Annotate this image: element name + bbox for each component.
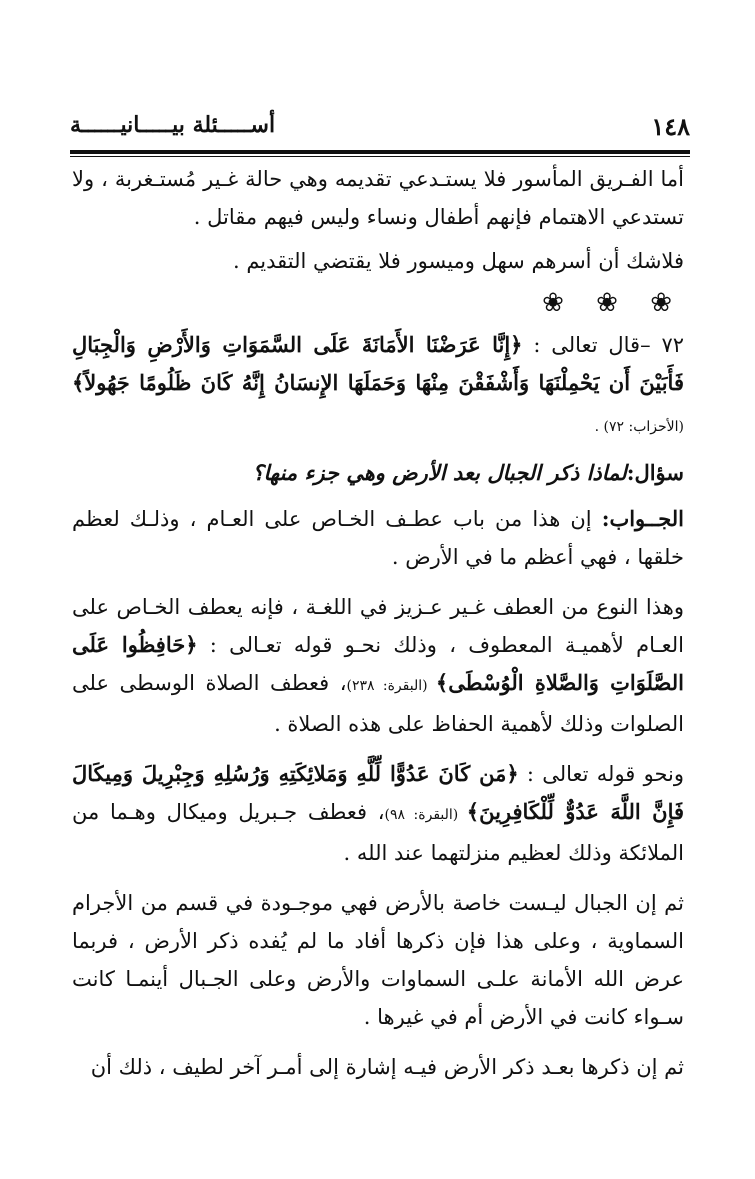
- paragraph-5: ثم إن الجبال ليـست خاصة بالأرض فهي موجـودة في قسم من الأجرام السماوية ، وعلى هذا فإن ذكرها أفاد ما لم يُفده ذكر الأرض ، فربما عرض الله الأمانة علـى السماوات والأرض وعلى الجـبال أينمـا كانت سـواء كانت في الأرض أم في غيرها .: [72, 891, 684, 1029]
- paragraph-4-end: ، فعطف جـبريل وميكال وهـما من الملائكة وذلك لعظيم منزلتهما عند الله .: [72, 800, 684, 865]
- paragraph-3-quran: ﴿حَافِظُوا عَلَى الصَّلَوَاتِ وَالصَّلاةِ الْوُسْطَى﴾: [72, 632, 684, 695]
- verse-72-intro: ٧٢ –قال تعالى :: [522, 333, 685, 357]
- question-label: سؤال:: [626, 460, 684, 485]
- running-title: أســـــئلة بيـــــانيــــــة: [70, 112, 276, 138]
- verse-72-paragraph: [72, 326, 684, 446]
- verse-72-quran: ﴿إِنَّا عَرَضْنَا الأَمَانَةَ عَلَى السَّمَوَاتِ وَالأَرْضِ وَالْجِبَالِ فَأَبَيْنَ أَن يَحْمِلْنَهَا وَأَشْفَقْنَ مِنْهَا وَحَمَلَهَا الإِنسَانُ إِنَّهُ كَانَ ظَلُومًا جَهُولاً﴾: [72, 332, 684, 395]
- paragraph-3-end: ، فعطف الصلاة الوسطى على الصلوات وذلك لأهمية الحفاظ على هذه الصلاة .: [72, 671, 684, 736]
- paragraph-4: [72, 755, 684, 872]
- answer-text: إن هذا من باب عطـف الخـاص على العـام ، وذلـك لعظم خلقها ، فهي أعظم ما في الأرض .: [72, 507, 684, 569]
- page-header: [70, 112, 690, 148]
- question: [72, 454, 684, 492]
- flower-ornament-icon: ❀: [596, 288, 630, 318]
- paragraph-3: [72, 588, 684, 743]
- paragraph-4-quran: ﴿مَن كَانَ عَدُوًّا لِّلَّهِ وَمَلائِكَتِهِ وَرُسُلِهِ وَجِبْرِيلَ وَمِيكَالَ فَإِنَّ اللَّهَ عَدُوٌّ لِّلْكَافِرِينَ﴾: [72, 761, 685, 824]
- flower-ornament-icon: ❀: [542, 288, 576, 318]
- header-rule: [70, 150, 690, 157]
- verse-72-reference: (الأحزاب: ٧٢) .: [594, 419, 684, 435]
- page-body: [72, 160, 684, 1086]
- paragraph-1: أما الفـريق المأسور فلا يستـدعي تقديمه وهي حالة غـير مُستـغربة ، ولا تستدعي الاهتمام فإنهم أطفال ونساء وليس فيهم مقاتل .: [72, 167, 684, 229]
- page-number: ١٤٨: [651, 112, 690, 141]
- answer-label: الجــواب:: [601, 506, 684, 531]
- paragraph-3-reference: (البقرة: ٢٣٨): [346, 678, 436, 694]
- paragraph-3-start: وهذا النوع من العطف غـير عـزيز في اللغـة ، فإنه يعطف الخـاص على العـام لأهميـة المعطوف ، وذلك نحـو قوله تعـالى :: [72, 595, 684, 657]
- paragraph-2: فلاشك أن أسرهم سهل وميسور فلا يقتضي التقديم .: [232, 249, 684, 273]
- answer: [72, 500, 684, 576]
- paragraph-6: ثم إن ذكرها بعـد ذكر الأرض فيـه إشارة إلى أمـر آخر لطيف ، ذلك أن: [90, 1055, 684, 1079]
- paragraph-4-start: ونحو قوله تعالى :: [518, 762, 684, 786]
- flower-ornament-icon: ❀: [650, 288, 684, 318]
- question-text: لماذا ذكر الجبال بعد الأرض وهي جزء منها؟: [252, 460, 627, 485]
- section-ornaments: [72, 284, 684, 322]
- paragraph-4-reference: (البقرة: ٩٨): [384, 807, 467, 823]
